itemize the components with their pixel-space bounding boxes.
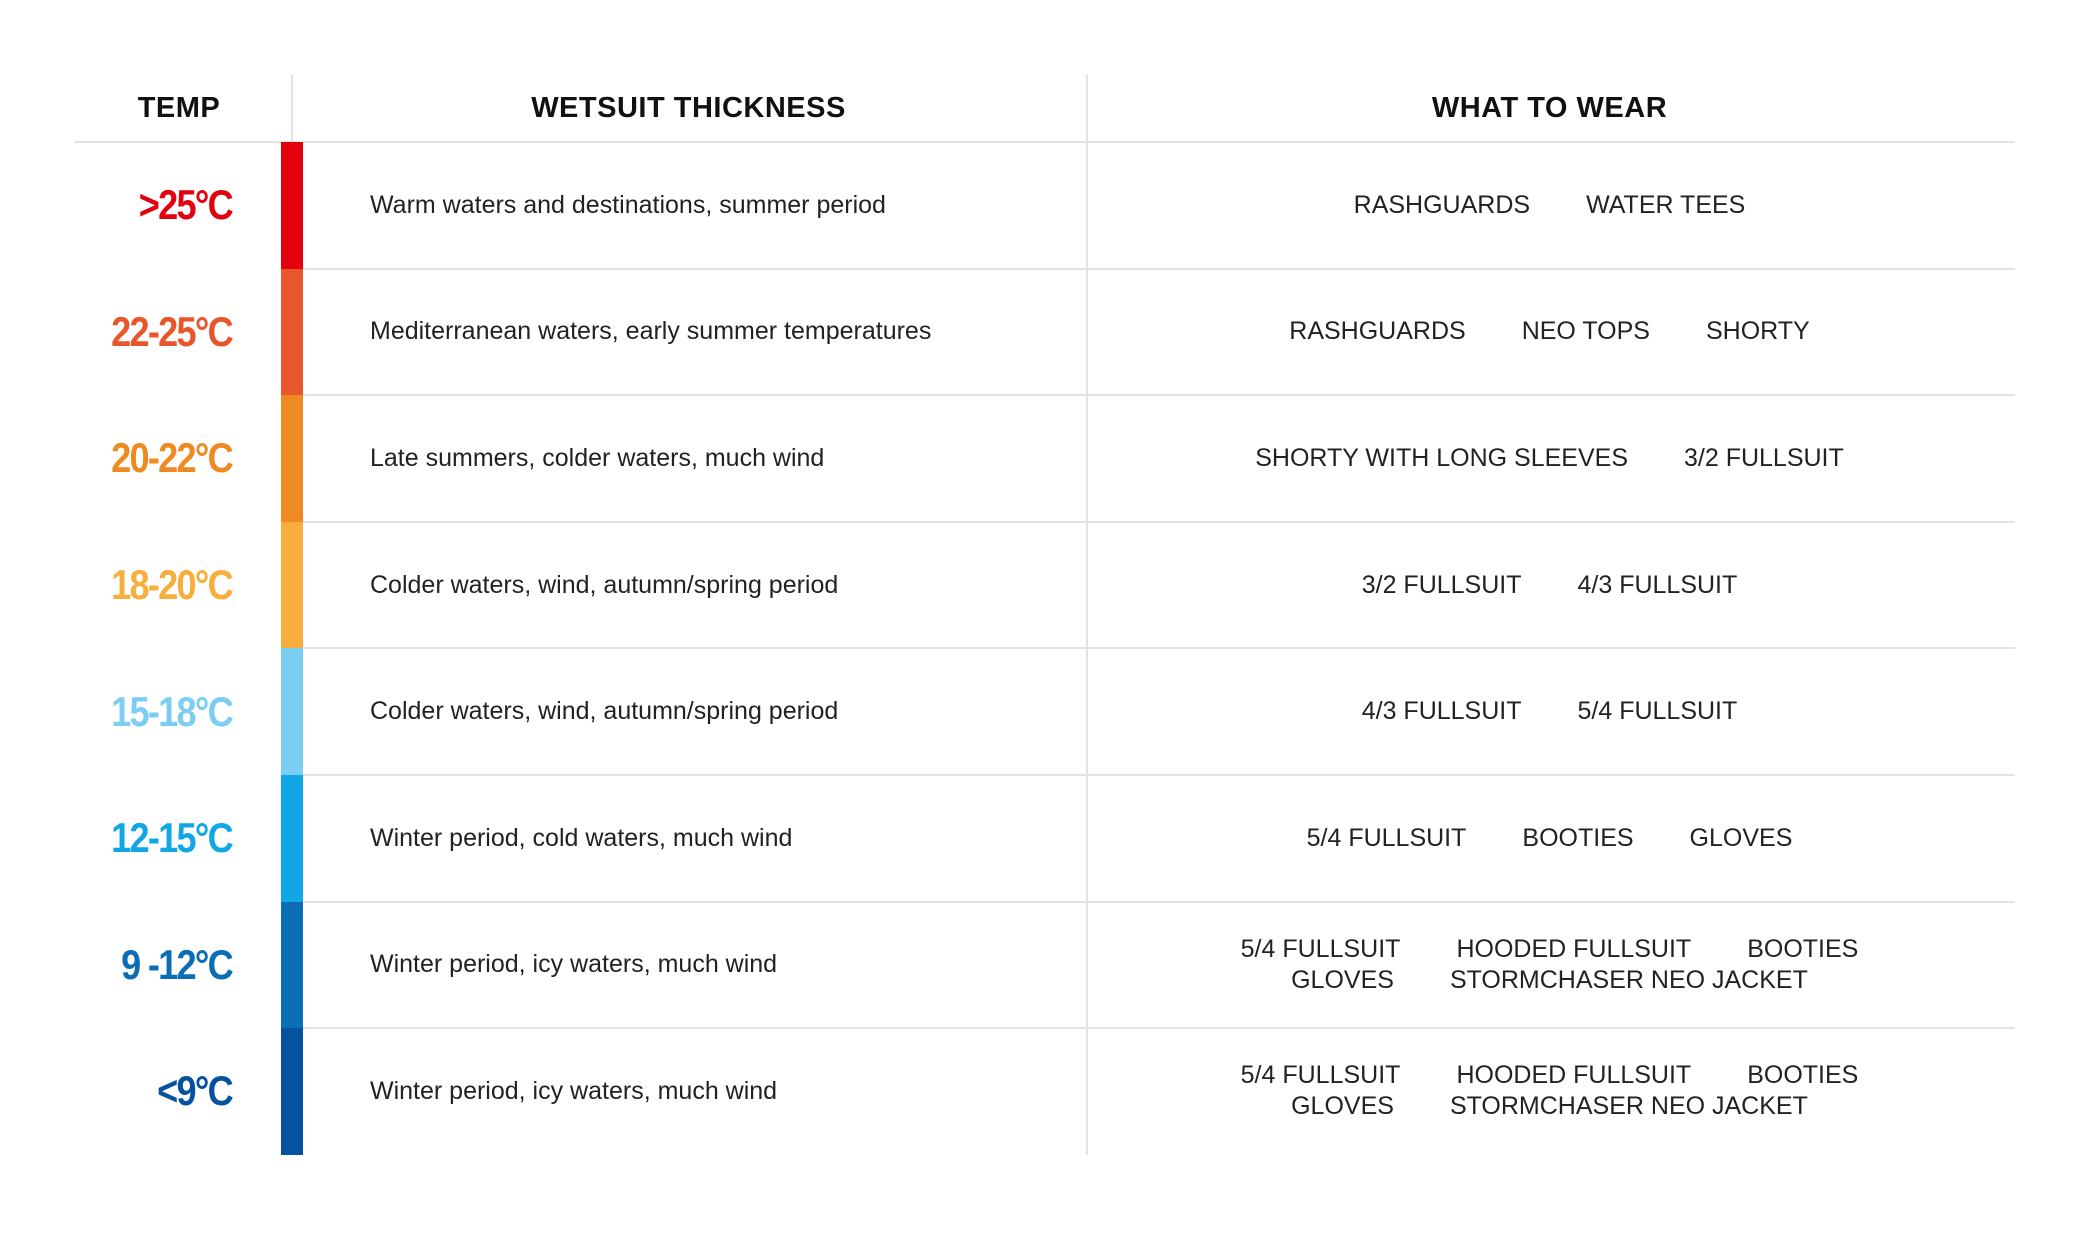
temperature-color-bar — [281, 1028, 303, 1155]
conditions-description: Winter period, icy waters, much wind — [370, 1076, 778, 1105]
what-to-wear-cell — [1088, 395, 2011, 522]
wear-item: HOODED FULLSUIT — [1456, 934, 1692, 963]
table-row — [0, 142, 2083, 269]
wear-item: GLOVES — [1689, 823, 1793, 852]
temperature-label: >25°C — [138, 181, 232, 229]
table-row — [0, 648, 2083, 775]
wear-line — [1241, 934, 1859, 965]
temperature-label: 18-20°C — [111, 561, 232, 609]
temperature-color-bar — [281, 395, 303, 522]
what-to-wear-cell — [1088, 1028, 2011, 1155]
what-to-wear-cell — [1088, 648, 2011, 775]
wear-item: RASHGUARDS — [1289, 317, 1466, 346]
wear-line — [1291, 965, 1808, 996]
temperature-label: <9°C — [157, 1067, 232, 1115]
wear-item: 5/4 FULLSUIT — [1240, 1061, 1401, 1090]
table-row — [0, 775, 2083, 902]
conditions-description: Late summers, colder waters, much wind — [370, 443, 825, 472]
wear-item: STORMCHASER NEO JACKET — [1449, 965, 1808, 994]
wear-line — [1291, 1091, 1808, 1122]
temperature-color-bar — [281, 522, 303, 649]
wear-item: 5/4 FULLSUIT — [1306, 823, 1467, 852]
wear-item: SHORTY — [1705, 317, 1810, 346]
conditions-description: Winter period, cold waters, much wind — [370, 823, 793, 852]
header-what-to-wear: WHAT TO WEAR — [1431, 91, 1668, 124]
conditions-description: Winter period, icy waters, much wind — [370, 950, 778, 979]
table-row — [0, 1028, 2083, 1155]
wear-line — [1307, 823, 1793, 854]
wear-item: HOODED FULLSUIT — [1456, 1061, 1692, 1090]
wear-line — [1354, 190, 1746, 221]
temperature-label: 12-15°C — [111, 814, 232, 862]
what-to-wear-cell — [1088, 902, 2011, 1029]
header-wetsuit-thickness: WETSUIT THICKNESS — [531, 91, 846, 124]
what-to-wear-cell — [1088, 775, 2011, 902]
table-row — [0, 902, 2083, 1029]
wear-item: GLOVES — [1291, 1092, 1394, 1121]
wear-item: NEO TOPS — [1521, 317, 1650, 346]
wear-item: 3/2 FULLSUIT — [1684, 443, 1844, 472]
wear-item: 3/2 FULLSUIT — [1361, 570, 1522, 599]
temperature-label: 15-18°C — [111, 687, 232, 735]
what-to-wear-cell — [1088, 269, 2011, 396]
table-row — [0, 522, 2083, 649]
table-row — [0, 395, 2083, 522]
wear-item: WATER TEES — [1586, 190, 1746, 219]
wear-item: RASHGUARDS — [1353, 190, 1531, 219]
conditions-description: Colder waters, wind, autumn/spring period — [370, 570, 839, 599]
wear-item: SHORTY WITH LONG SLEEVES — [1255, 443, 1628, 472]
temperature-color-bar — [281, 902, 303, 1029]
conditions-description: Warm waters and destinations, summer period — [370, 190, 886, 219]
temperature-label: 22-25°C — [111, 307, 232, 355]
wear-line — [1362, 570, 1738, 601]
conditions-description: Mediterranean waters, early summer temperatures — [370, 317, 932, 346]
temperature-color-bar — [281, 648, 303, 775]
conditions-description: Colder waters, wind, autumn/spring period — [370, 697, 839, 726]
wear-line — [1241, 1060, 1859, 1091]
wear-item: GLOVES — [1291, 965, 1394, 994]
wear-item: 4/3 FULLSUIT — [1361, 697, 1522, 726]
wear-item: 5/4 FULLSUIT — [1240, 934, 1401, 963]
column-divider-temp — [291, 75, 293, 141]
temperature-label: 9 -12°C — [121, 940, 232, 988]
wear-line — [1289, 316, 1809, 347]
table-row — [0, 269, 2083, 396]
wear-line — [1362, 696, 1738, 727]
wear-item: BOOTIES — [1747, 934, 1859, 963]
temperature-color-bar — [281, 775, 303, 902]
wear-item: 5/4 FULLSUIT — [1577, 697, 1738, 726]
wear-line — [1255, 443, 1844, 474]
temperature-color-bar — [281, 142, 303, 269]
wear-item: 4/3 FULLSUIT — [1577, 570, 1738, 599]
header-temp: TEMP — [137, 91, 221, 124]
wear-item: STORMCHASER NEO JACKET — [1449, 1092, 1808, 1121]
wear-item: BOOTIES — [1747, 1061, 1859, 1090]
what-to-wear-cell — [1088, 142, 2011, 269]
temperature-label: 20-22°C — [111, 434, 232, 482]
temperature-color-bar — [281, 269, 303, 396]
wear-item: BOOTIES — [1522, 823, 1634, 852]
what-to-wear-cell — [1088, 522, 2011, 649]
